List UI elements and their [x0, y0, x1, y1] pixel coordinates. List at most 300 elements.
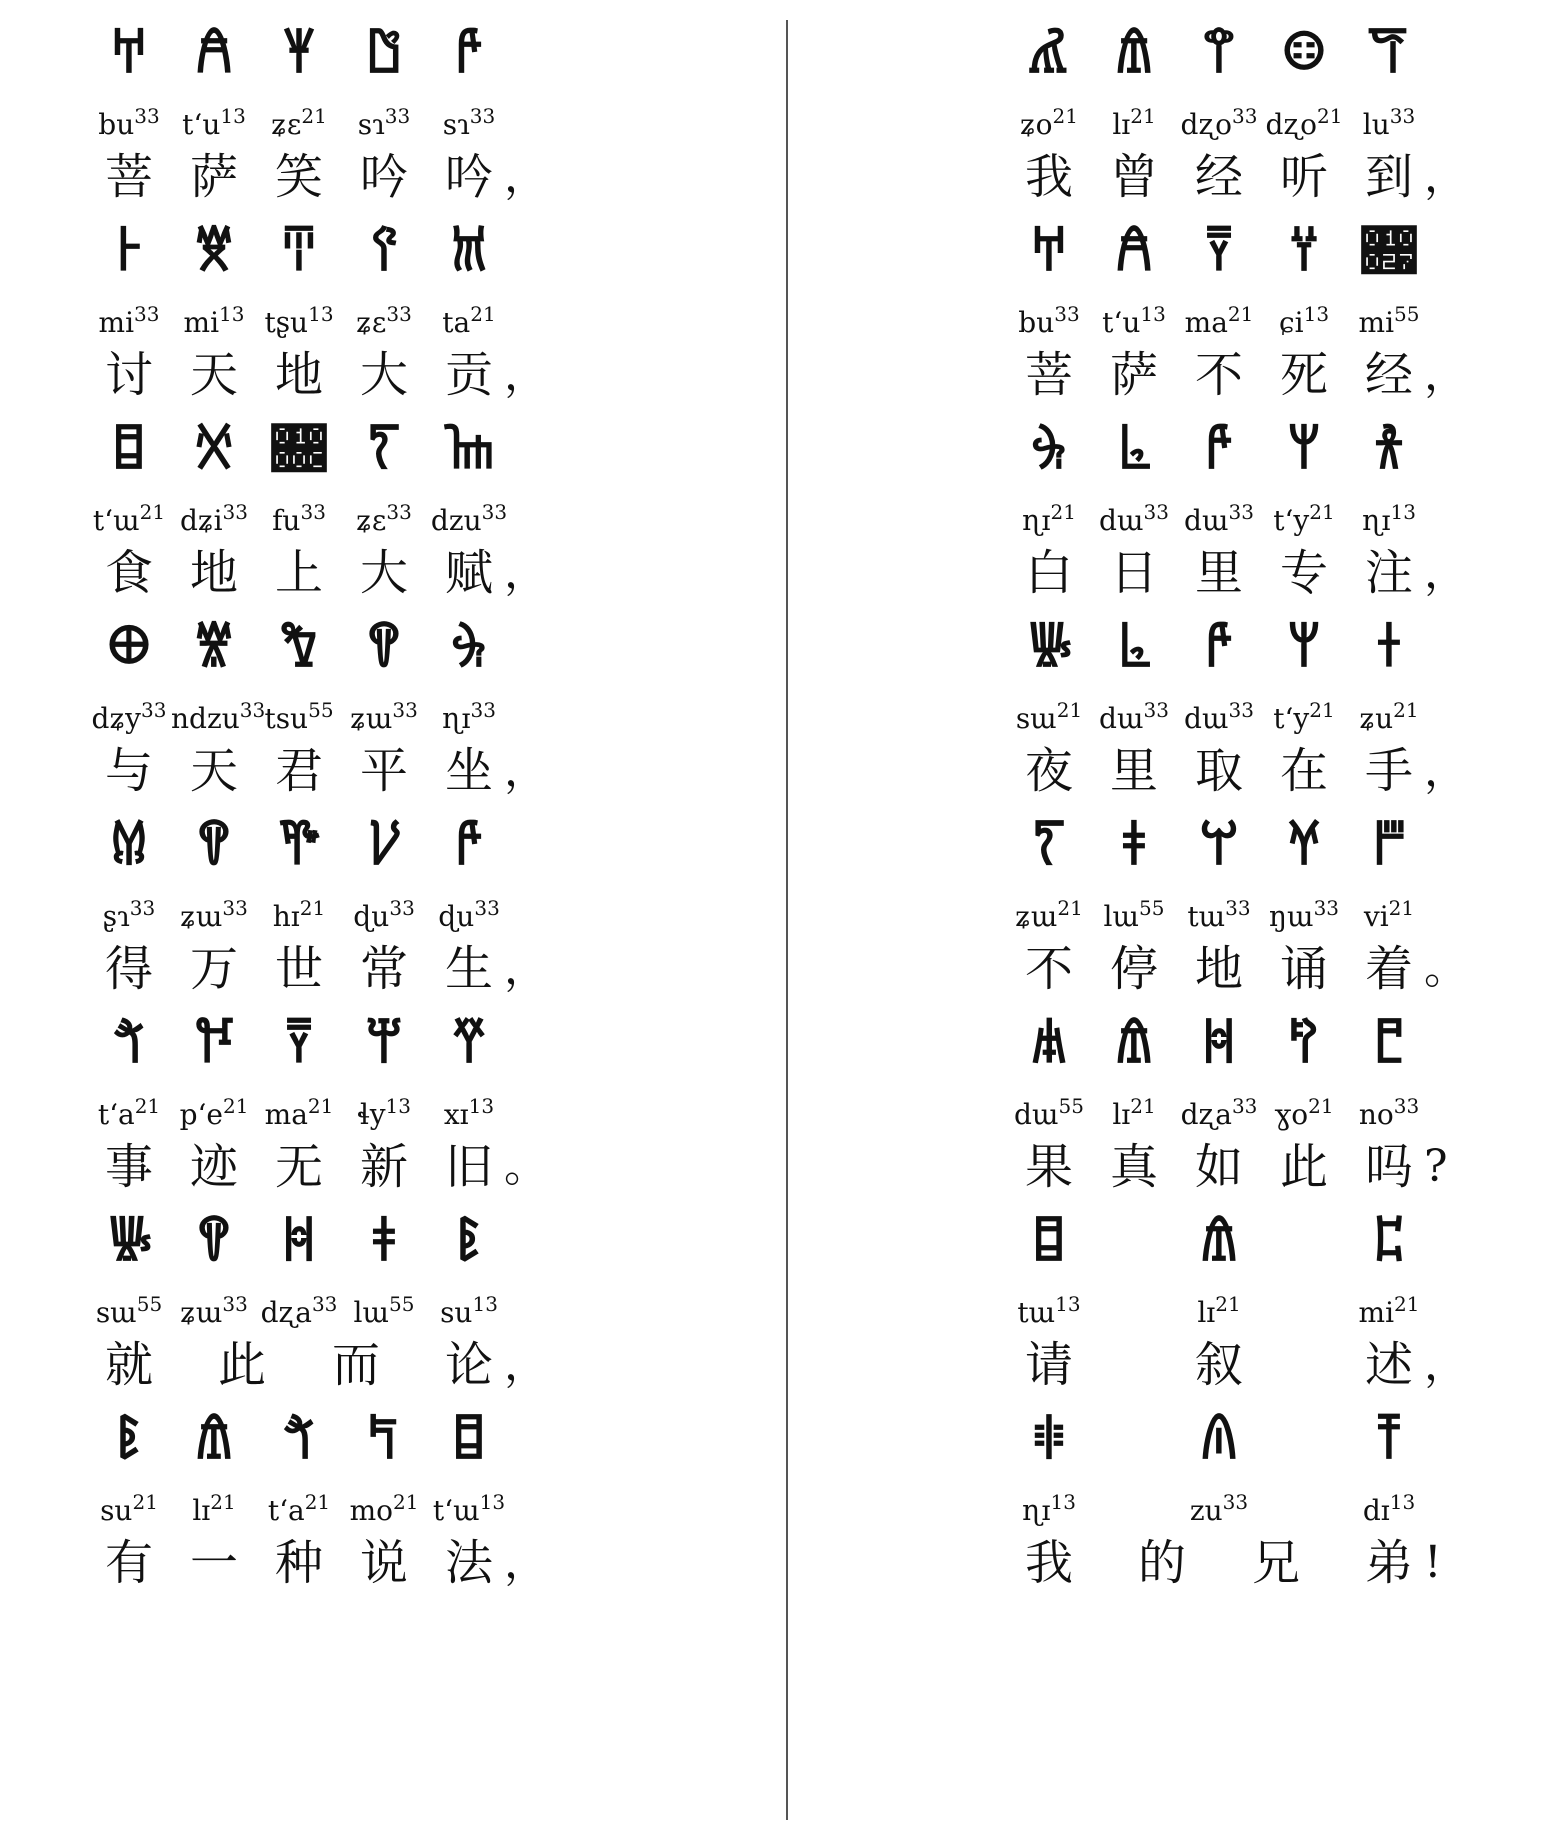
chinese-character: 叙: [1194, 1337, 1243, 1393]
chinese-character: 新: [359, 1139, 408, 1195]
ipa-syllable: [1346, 302, 1432, 340]
tone-number: 21: [1056, 698, 1083, 722]
tone-number: 21: [307, 1094, 334, 1118]
punctuation-mark: ，: [504, 943, 548, 994]
ipa-syllable: [171, 698, 266, 736]
yi-glyph: 𐀊: [110, 418, 148, 481]
syllable-text: dɯ: [1099, 504, 1144, 537]
chinese-character: 笑: [274, 149, 323, 205]
tone-number: 21: [1057, 896, 1083, 920]
tone-number: 21: [1227, 302, 1254, 326]
chinese-character: 种: [274, 1535, 323, 1591]
tone-number: 33: [239, 698, 266, 722]
tone-number: 33: [1143, 698, 1169, 722]
tone-number: 13: [1389, 1490, 1416, 1514]
punctuation-mark: ，: [504, 349, 548, 400]
tone-number: 21: [139, 500, 166, 524]
tone-number: 33: [1231, 1094, 1258, 1118]
syllable-text: tʻy: [1273, 702, 1310, 735]
yi-glyph: 𐀈: [369, 220, 399, 283]
chinese-character: 万: [189, 941, 238, 997]
syllable-text: sɿ: [357, 108, 385, 141]
yi-glyph: 𐀍: [367, 418, 401, 481]
yi-glyph: 𐀇: [280, 220, 318, 283]
chinese-character: 地: [189, 545, 238, 601]
tone-number: 33: [1389, 104, 1416, 128]
syllable-text: tʻu: [1102, 306, 1141, 339]
ipa-syllable: [1091, 1094, 1177, 1132]
chinese-character: 旧: [444, 1139, 493, 1195]
punctuation-mark: ，: [1424, 1339, 1468, 1390]
chinese-character: 大: [359, 545, 408, 601]
yi-glyph: 𐀀: [110, 22, 148, 85]
yi-glyph: 𐀅: [115, 220, 143, 283]
yi-glyph: 𐀒: [196, 1210, 232, 1273]
chinese-character: 讨: [104, 347, 153, 403]
chinese-character: 天: [189, 347, 238, 403]
verse-stanza: [86, 610, 726, 810]
tone-number: 33: [222, 1292, 248, 1316]
chinese-character: 请: [1024, 1337, 1073, 1393]
punctuation-mark: ?: [1424, 1141, 1448, 1192]
ipa-syllable: [171, 1490, 257, 1528]
yi-glyph: 𐀙: [1203, 220, 1235, 283]
yi-glyph: 𐀦: [1288, 220, 1320, 283]
verse-stanza: [86, 1402, 726, 1602]
verse-stanza: [86, 1204, 726, 1404]
syllable-text: mi: [183, 306, 220, 339]
punctuation-mark: ，: [504, 1339, 548, 1390]
chinese-character: 述: [1364, 1337, 1413, 1393]
tone-number: 21: [1308, 1094, 1334, 1118]
yi-glyph: 𐀏: [106, 616, 152, 679]
yi-glyph: 𐀱: [1372, 1012, 1406, 1075]
ipa-syllable: [1006, 1292, 1092, 1330]
ipa-syllable: [256, 302, 342, 340]
syllable-text: tʂu: [264, 306, 309, 339]
ipa-syllable: [341, 1094, 427, 1132]
yi-glyph: 𐀆: [192, 220, 236, 283]
chinese-character: 真: [1109, 1139, 1158, 1195]
chinese-character: 吟: [359, 149, 408, 205]
yi-glyph: 𐀄: [1204, 616, 1234, 679]
tone-number: 21: [1215, 1292, 1241, 1316]
chinese-character: 如: [1194, 1139, 1243, 1195]
yi-glyph: 𐀀: [1030, 220, 1068, 283]
chinese-character: 取: [1194, 743, 1243, 799]
yi-glyph: 𐀚: [364, 1012, 404, 1075]
syllable-text: ʑɛ: [356, 504, 387, 537]
tone-number: 33: [1225, 896, 1251, 920]
chinese-character: 生: [444, 941, 493, 997]
yi-glyph: 𐀄: [454, 814, 484, 877]
ipa-syllable: [1176, 302, 1262, 340]
ipa-syllable: [256, 104, 342, 142]
syllable-text: dʐo: [1180, 108, 1233, 141]
ipa-syllable: [1176, 1292, 1262, 1330]
punctuation-mark: ，: [504, 151, 548, 202]
yi-glyph: 𐀜: [105, 1210, 153, 1273]
tone-number: 33: [384, 104, 411, 128]
ipa-syllable: [1006, 302, 1092, 340]
tone-number: 33: [1228, 698, 1254, 722]
yi-glyph: 𐀖: [366, 814, 402, 877]
tone-number: 21: [1309, 500, 1335, 524]
yi-glyph: 𐀃: [364, 22, 404, 85]
chinese-character: 弟: [1364, 1535, 1413, 1591]
yi-glyph: 𐀠: [1114, 1012, 1154, 1075]
syllable-text: sɯ: [1015, 702, 1057, 735]
ipa-syllable: [171, 302, 257, 340]
verse-stanza: [86, 1006, 726, 1206]
tone-number: 33: [222, 896, 248, 920]
chinese-character: 夜: [1024, 743, 1073, 799]
yi-glyph: 𐀮: [1371, 814, 1407, 877]
tone-number: 33: [129, 896, 156, 920]
tone-number: 55: [136, 1292, 163, 1316]
tone-number: 21: [132, 1490, 158, 1514]
yi-glyph: 𐀞: [1120, 814, 1148, 877]
syllable-text: lɪ: [1112, 108, 1131, 141]
syllable-text: lɪ: [192, 1494, 211, 1527]
tone-number: 13: [1050, 1490, 1076, 1514]
yi-glyph: 𐀛: [451, 1012, 487, 1075]
verse-stanza: [1006, 808, 1526, 1008]
ipa-syllable: [86, 698, 172, 736]
tone-number: 33: [389, 896, 415, 920]
tone-number: 55: [308, 698, 334, 722]
chinese-character: 常: [359, 941, 408, 997]
tone-number: 33: [1393, 1094, 1420, 1118]
syllable-text: ʑu: [1359, 702, 1394, 735]
yi-glyph: 𐀞: [370, 1210, 398, 1273]
syllable-text: dɪ: [1362, 1494, 1390, 1527]
yi-glyph: 𐀌: [272, 418, 326, 481]
tone-number: 55: [389, 1292, 415, 1316]
syllable-text: ŋɯ: [1268, 900, 1314, 933]
ipa-syllable: [1261, 896, 1347, 934]
punctuation-mark: ，: [504, 547, 548, 598]
verse-stanza: [86, 16, 726, 216]
tone-number: 33: [1232, 104, 1258, 128]
tone-number: 13: [1140, 302, 1166, 326]
syllable-text: mi: [98, 306, 135, 339]
syllable-text: ʂɿ: [102, 900, 130, 933]
yi-glyph: 𐀠: [1199, 1210, 1239, 1273]
chinese-character: 无: [274, 1139, 323, 1195]
ipa-syllable: [1346, 1490, 1432, 1528]
syllable-text: tʻu: [182, 108, 221, 141]
tone-number: 33: [1228, 500, 1254, 524]
yi-glyph: 𐀘: [192, 1012, 236, 1075]
verse-stanza: [86, 808, 726, 1008]
tone-number: 33: [1222, 1490, 1249, 1514]
ipa-syllable: [426, 1490, 512, 1528]
tone-number: 21: [301, 104, 327, 128]
syllable-text: tʻy: [1273, 504, 1310, 537]
syllable-text: ɬy: [357, 1098, 386, 1131]
tone-number: 21: [1130, 104, 1156, 128]
ipa-syllable: [1346, 500, 1432, 538]
tone-number: 33: [300, 500, 326, 524]
yi-glyph: 𐀙: [283, 1012, 315, 1075]
syllable-text: vi: [1363, 900, 1389, 933]
yi-glyph: 𐀝: [280, 1210, 318, 1273]
yi-glyph: 𐀑: [279, 616, 319, 679]
tone-number: 21: [1050, 500, 1076, 524]
syllable-text: ʑɛ: [356, 306, 387, 339]
chinese-character: 君: [274, 743, 323, 799]
ipa-syllable: [1176, 104, 1262, 142]
chinese-character: 里: [1194, 545, 1243, 601]
syllable-text: tʻɯ: [92, 504, 140, 537]
syllable-text: lɪ: [1112, 1098, 1131, 1131]
tone-number: 33: [386, 302, 412, 326]
chinese-character: 事: [104, 1139, 153, 1195]
syllable-text: mi: [1358, 306, 1395, 339]
chinese-character: 论: [444, 1337, 493, 1393]
ipa-syllable: [1006, 698, 1092, 736]
syllable-text: sɿ: [442, 108, 470, 141]
syllable-text: tʻa: [267, 1494, 305, 1527]
yi-glyph: 𐀍: [1032, 814, 1066, 877]
yi-glyph: 𐀩: [1288, 418, 1320, 481]
verse-stanza: [1006, 610, 1526, 810]
ipa-syllable: [341, 1490, 427, 1528]
yi-glyph: 𐀪: [1372, 418, 1406, 481]
ipa-syllable: [1091, 698, 1177, 736]
verse-stanza: [86, 412, 726, 612]
chinese-character: 里: [1109, 743, 1158, 799]
yi-glyph: 𐀢: [1028, 22, 1070, 85]
ipa-syllable: [1176, 1094, 1262, 1132]
chinese-character: 在: [1279, 743, 1328, 799]
tone-number: 55: [1139, 896, 1165, 920]
syllable-text: lɯ: [1103, 900, 1140, 933]
verse-stanza: [1006, 214, 1526, 414]
punctuation-mark: !: [1424, 1537, 1442, 1588]
chinese-character: 注: [1364, 545, 1413, 601]
syllable-text: ma: [264, 1098, 308, 1131]
punctuation-mark: ，: [504, 1537, 548, 1588]
ipa-syllable: [1346, 896, 1432, 934]
yi-glyph: 𐀄: [1204, 418, 1234, 481]
chinese-character: 平: [359, 743, 408, 799]
chinese-character: 萨: [1109, 347, 1158, 403]
tone-number: 21: [134, 1094, 161, 1118]
syllable-text: tɯ: [1187, 900, 1226, 933]
syllable-text: dɯ: [1184, 504, 1229, 537]
syllable-text: ɖu: [353, 900, 390, 933]
chinese-character: 我: [1024, 1535, 1073, 1591]
syllable-text: su: [440, 1296, 473, 1329]
syllable-text: lu: [1362, 108, 1390, 141]
yi-glyph: 𐀒: [366, 616, 402, 679]
yi-glyph: 𐀓: [449, 616, 489, 679]
yi-glyph: 𐀓: [1029, 418, 1069, 481]
ipa-syllable: [1261, 302, 1347, 340]
tone-number: 21: [392, 1490, 419, 1514]
ipa-syllable: [1091, 302, 1177, 340]
ipa-syllable: [256, 698, 342, 736]
tone-number: 13: [1390, 500, 1416, 524]
verse-stanza: [1006, 1402, 1526, 1602]
syllable-text: dʑy: [91, 702, 141, 735]
tone-number: 13: [472, 1292, 498, 1316]
syllable-text: ʑɛ: [271, 108, 302, 141]
ipa-syllable: [86, 1292, 172, 1330]
yi-glyph: 𐀁: [194, 22, 234, 85]
ipa-syllable: [1006, 1490, 1092, 1528]
syllable-text: mo: [349, 1494, 393, 1527]
verse-stanza: [1006, 1204, 1526, 1404]
punctuation-mark: 。: [1424, 943, 1468, 994]
tone-number: 55: [1394, 302, 1420, 326]
syllable-text: ʑɯ: [180, 1296, 223, 1329]
punctuation-mark: ，: [1424, 151, 1468, 202]
syllable-text: tʻa: [97, 1098, 135, 1131]
ipa-syllable: [256, 1292, 342, 1330]
chinese-character: 法: [444, 1535, 493, 1591]
tone-number: 13: [479, 1490, 506, 1514]
tone-number: 21: [1309, 698, 1335, 722]
syllable-text: tsu: [264, 702, 309, 735]
tone-number: 21: [1130, 1094, 1156, 1118]
yi-glyph: 𐀭: [1285, 814, 1323, 877]
chinese-character: 不: [1024, 941, 1073, 997]
syllable-text: tɯ: [1017, 1296, 1056, 1329]
ipa-syllable: [1091, 500, 1177, 538]
tone-number: 21: [1317, 104, 1343, 128]
ipa-syllable: [86, 104, 172, 142]
chinese-character: 地: [1194, 941, 1243, 997]
yi-glyph: 𐀫: [1375, 616, 1403, 679]
ipa-syllable: [171, 1094, 257, 1132]
chinese-character: 而: [331, 1337, 380, 1393]
chinese-character: 贡: [444, 347, 493, 403]
chinese-character: 听: [1279, 149, 1328, 205]
syllable-text: ʑɯ: [180, 900, 223, 933]
verse-stanza: [1006, 412, 1526, 612]
yi-glyph: 𐀯: [1029, 1012, 1069, 1075]
yi-glyph: 𐀧: [1362, 220, 1416, 283]
chinese-character: 食: [104, 545, 153, 601]
yi-glyph: 𐀉: [449, 220, 489, 283]
chinese-character: 上: [274, 545, 323, 601]
chinese-character: 菩: [104, 149, 153, 205]
yi-glyph: 𐀲: [1372, 1210, 1406, 1273]
ipa-syllable: [86, 896, 172, 934]
yi-glyph: 𐀰: [1288, 1012, 1320, 1075]
chinese-character: 停: [1109, 941, 1158, 997]
punctuation-mark: ，: [1424, 349, 1468, 400]
chinese-character: 着: [1364, 941, 1413, 997]
ipa-syllable: [426, 698, 512, 736]
chinese-character: 迹: [189, 1139, 238, 1195]
tone-number: 21: [1394, 1292, 1420, 1316]
yi-glyph: 𐀡: [367, 1408, 401, 1471]
ipa-syllable: [171, 1292, 257, 1330]
ipa-syllable: [1176, 500, 1262, 538]
syllable-text: dʐa: [260, 1296, 312, 1329]
verse-stanza: [86, 214, 726, 414]
chinese-character: 兄: [1251, 1535, 1300, 1591]
chinese-character: 此: [217, 1337, 266, 1393]
ipa-syllable: [1006, 1094, 1092, 1132]
tone-number: 13: [1303, 302, 1330, 326]
yi-glyph: 𐀗: [112, 1012, 146, 1075]
chinese-character: 不: [1194, 347, 1243, 403]
ipa-syllable: [1346, 1094, 1432, 1132]
chinese-character: 我: [1024, 149, 1073, 205]
ipa-syllable: [426, 1292, 512, 1330]
syllable-text: bu: [1018, 306, 1055, 339]
ipa-syllable: [1346, 104, 1432, 142]
syllable-text: dɯ: [1184, 702, 1229, 735]
ipa-syllable: [426, 896, 512, 934]
syllable-text: ɣo: [1274, 1098, 1309, 1131]
syllable-text: hɪ: [272, 900, 300, 933]
ipa-syllable: [86, 1094, 172, 1132]
syllable-text: ɳɪ: [1022, 1494, 1051, 1527]
syllable-text: dʐo: [1265, 108, 1318, 141]
syllable-text: bu: [98, 108, 135, 141]
syllable-text: ʑɯ: [1015, 900, 1058, 933]
chinese-character: 专: [1279, 545, 1328, 601]
syllable-text: dɯ: [1014, 1098, 1059, 1131]
ipa-syllable: [341, 302, 427, 340]
tone-number: 33: [134, 104, 160, 128]
ipa-syllable: [256, 500, 342, 538]
chinese-character: 经: [1364, 347, 1413, 403]
yi-glyph: 𐀊: [450, 1408, 488, 1471]
tone-number: 33: [134, 302, 160, 326]
ipa-syllable: [426, 1094, 512, 1132]
syllable-text: pʻe: [179, 1098, 223, 1131]
chinese-character: 有: [104, 1535, 153, 1591]
tone-number: 55: [1058, 1094, 1084, 1118]
syllable-text: ta: [442, 306, 471, 339]
chinese-character: 死: [1279, 347, 1328, 403]
tone-number: 33: [1054, 302, 1080, 326]
chinese-character: 与: [104, 743, 153, 799]
yi-glyph: 𐀝: [1200, 1012, 1238, 1075]
ipa-syllable: [341, 104, 427, 142]
tone-number: 33: [140, 698, 167, 722]
yi-glyph: 𐀂: [281, 22, 317, 85]
yi-glyph: 𐀨: [1117, 418, 1151, 481]
chinese-character: 说: [359, 1535, 408, 1591]
ipa-syllable: [256, 896, 342, 934]
yi-glyph: 𐀴: [1199, 1408, 1239, 1471]
ipa-syllable: [426, 302, 512, 340]
column-divider: [786, 20, 788, 1820]
tone-number: 21: [222, 1094, 249, 1118]
yi-glyph: 𐀩: [1288, 616, 1320, 679]
tone-number: 13: [308, 302, 334, 326]
syllable-text: dʑi: [179, 504, 223, 537]
chinese-character: 坐: [444, 743, 493, 799]
yi-glyph: 𐀳: [1030, 1408, 1068, 1471]
syllable-text: ɳɪ: [1022, 504, 1051, 537]
chinese-character: 曾: [1109, 149, 1158, 205]
syllable-text: tʻɯ: [432, 1494, 480, 1527]
yi-glyph: 𐀕: [276, 814, 321, 877]
ipa-syllable: [171, 104, 257, 142]
tone-number: 33: [1143, 500, 1169, 524]
ipa-syllable: [1091, 104, 1177, 142]
chinese-character: 天: [189, 743, 238, 799]
